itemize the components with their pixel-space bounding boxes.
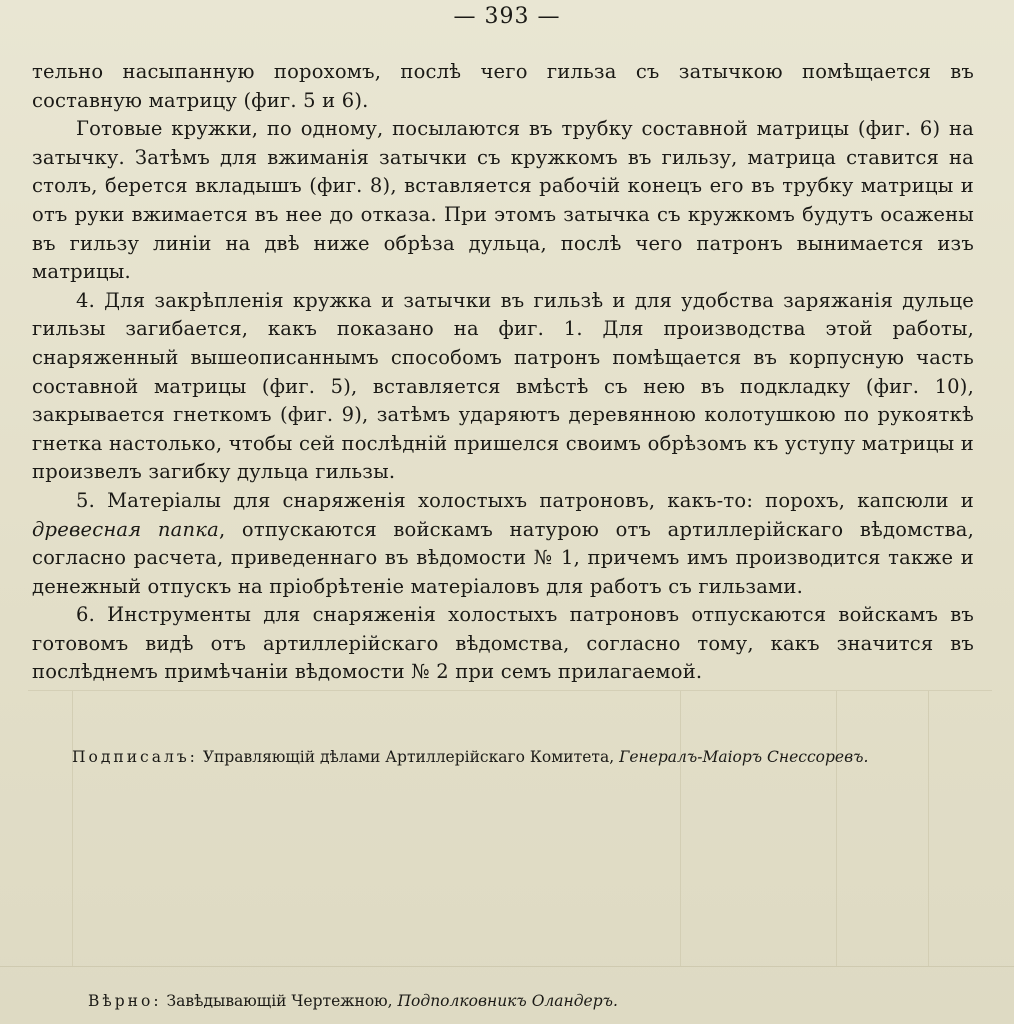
paragraph-4-end: , отпускаются войскамъ натурою отъ артиллерійскаго вѣдомства, согласно расчета, приведеннаго въ вѣдомости № 1, причемъ имъ производится также и денежный отпускъ на пріобрѣтеніе матеріаловъ для работъ съ гильзами. xyxy=(32,517,974,598)
paragraph-4 xyxy=(32,487,974,601)
ghost-rule xyxy=(72,691,73,966)
ghost-rule xyxy=(836,691,837,966)
paragraph-5: 6. Инструменты для снаряженія холостыхъ патроновъ отпускаются войскамъ въ готовомъ видѣ отъ артиллерійскаго вѣдомства, согласно тому, какъ значится въ послѣднемъ примѣчаніи вѣдомости № 2 при семъ прилагаемой. xyxy=(32,603,974,684)
ghost-rule xyxy=(928,691,929,966)
ghost-rule xyxy=(680,691,681,966)
signature-title: Управляющій дѣлами Артиллерійскаго Комитета, xyxy=(197,748,620,766)
signature-name: Генералъ-Маіоръ Снессоревъ. xyxy=(619,748,869,766)
body-text xyxy=(32,58,974,687)
paragraph-3: 4. Для закрѣпленія кружка и затычки въ гильзѣ и для удобства заряжанія дульце гильзы загибается, какъ показано на фиг. 1. Для производства этой работы, снаряженный вышеописаннымъ способомъ патронъ помѣщается въ корпусную часть составной матрицы (фиг. 5), вставляется вмѣстѣ съ нею въ подкладку (фиг. 10), закрывается гнеткомъ (фиг. 9), затѣмъ ударяютъ деревянною колотушкою по рукояткѣ гнетка настолько, чтобы сей послѣдній пришелся своимъ обрѣзомъ къ уступу матрицы и произвелъ загибку дульца гильзы. xyxy=(32,288,974,484)
paragraph-1: тельно насыпанную порохомъ, послѣ чего гильза съ затычкою помѣщается въ составную матрицу (фиг. 5 и 6). xyxy=(32,60,974,112)
certified-title: Завѣдывающій Чертежною, xyxy=(161,992,398,1010)
page-number: — 393 — xyxy=(453,4,561,29)
certified-line xyxy=(88,992,618,1010)
signature-line xyxy=(72,748,868,766)
signature-label: Подписалъ: xyxy=(72,748,198,766)
paragraph-4-start: 5. Матеріалы для снаряженія холостыхъ патроновъ, какъ-то: порохъ, капсюли и xyxy=(76,488,974,512)
bleed-through-table xyxy=(28,690,992,966)
paragraph-4-italic: древесная папка xyxy=(32,517,219,541)
paragraph-2: Готовые кружки, по одному, посылаются въ трубку составной матрицы (фиг. 6) на затычку. Затѣмъ для вжиманія затычки съ кружкомъ въ гильзу, матрица ставится на столъ, берется вкладышъ (фиг. 8), вставляется рабочій конецъ его въ трубку матрицы и отъ руки вжимается въ нее до отказа. При этомъ затычка съ кружкомъ будутъ осажены въ гильзу линіи на двѣ ниже обрѣза дульца, послѣ чего патронъ вынимается изъ матрицы. xyxy=(32,117,974,284)
divider xyxy=(0,966,1014,967)
certified-name: Подполковникъ Оландеръ. xyxy=(397,992,618,1010)
certified-label: Вѣрно: xyxy=(88,992,162,1010)
